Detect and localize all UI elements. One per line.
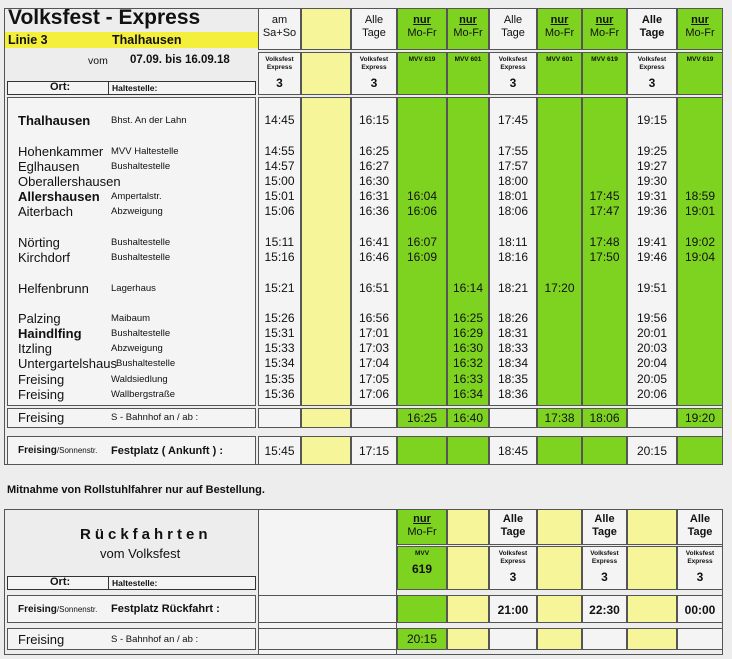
departure-time: 17:06 <box>358 387 390 401</box>
return-service-name: Volksfest Express <box>498 550 528 565</box>
stop-description: Maibaum <box>111 313 151 324</box>
return-header-5 <box>627 509 677 545</box>
departure-time: 17:01 <box>358 326 390 340</box>
return-service-4 <box>582 546 627 590</box>
festplatz-street: /Sonnenstr. <box>56 446 98 455</box>
departure-time: 19:04 <box>684 250 716 264</box>
stop-name: Haindlfing <box>18 326 82 341</box>
departure-time: 16:25 <box>358 144 390 158</box>
return-number: 3 <box>509 570 517 584</box>
departure-time: 14:55 <box>264 144 295 158</box>
departure-time: 18:35 <box>497 372 529 386</box>
column-service-name: MVV 601 <box>546 56 573 63</box>
return-number: 3 <box>696 570 704 584</box>
column-service-6 <box>537 52 582 95</box>
stop-name: Palzing <box>18 311 61 326</box>
festplatz-time: 15:45 <box>264 444 295 458</box>
return-bahnhof-6 <box>677 628 723 650</box>
column-header-7 <box>582 8 627 50</box>
column-days-bottom: Tage <box>501 27 525 39</box>
column-number: 3 <box>370 76 378 90</box>
column-service-name: MVV 601 <box>454 56 482 63</box>
departure-time: 20:05 <box>636 372 668 386</box>
departure-time: 18:34 <box>497 356 529 370</box>
departure-time: 15:31 <box>264 326 295 340</box>
stop-name: Eglhausen <box>18 159 80 174</box>
departure-time: 18:33 <box>497 341 529 355</box>
column-number: 3 <box>648 76 656 90</box>
column-festplatz-1 <box>301 436 351 465</box>
period-prefix: vom <box>88 55 108 67</box>
departure-time: 16:32 <box>452 356 484 370</box>
return-bahnhof-description: S - Bahnhof an / ab : <box>111 634 199 645</box>
line-label: Linie 3 <box>8 33 48 47</box>
return-days-top: Alle <box>689 513 711 525</box>
return-bahnhof-time: 20:15 <box>406 632 438 646</box>
return-service-6 <box>677 546 723 590</box>
return-halt-label: Haltestelle: <box>112 578 158 588</box>
return-service-name: Volksfest Express <box>590 550 619 565</box>
line-town: Thalhausen <box>112 33 182 47</box>
departure-time: 18:26 <box>497 311 529 325</box>
departure-time: 16:33 <box>452 372 484 386</box>
return-service-2 <box>489 546 537 590</box>
return-festplatz-town: Freising <box>18 604 57 615</box>
return-bahnhof-4 <box>582 628 627 650</box>
stop-name: Oberallershausen <box>18 174 121 189</box>
stop-name: Helfenbrunn <box>18 281 89 296</box>
departure-time: 16:51 <box>358 281 390 295</box>
stop-description: Abzweigung <box>111 206 163 217</box>
departure-time: 19:46 <box>636 250 668 264</box>
departure-time: 16:07 <box>406 235 438 249</box>
return-header-2 <box>489 509 537 545</box>
departure-time: 20:04 <box>636 356 668 370</box>
departure-time: 19:15 <box>636 113 668 127</box>
column-header-0 <box>258 8 301 50</box>
column-service-1 <box>301 52 351 95</box>
departure-time: 15:01 <box>264 189 295 203</box>
return-festplatz-name <box>18 604 97 615</box>
festplatz-time: 20:15 <box>636 444 668 458</box>
stop-name: Allershausen <box>18 189 100 204</box>
departure-time: 19:25 <box>636 144 668 158</box>
return-bahnhof-1 <box>447 628 489 650</box>
departure-time: 19:56 <box>636 311 668 325</box>
return-festplatz-5 <box>627 595 677 623</box>
stop-name: Nörting <box>18 235 60 250</box>
return-ort-divider <box>108 576 109 590</box>
column-bahnhof-2 <box>351 408 397 428</box>
period: 07.09. bis 16.09.18 <box>130 54 230 66</box>
column-festplatz-4 <box>447 436 489 465</box>
departure-time: 19:27 <box>636 159 668 173</box>
departure-time: 18:16 <box>497 250 529 264</box>
return-festplatz-time: 00:00 <box>684 603 716 617</box>
column-days-bottom: Mo-Fr <box>544 27 575 39</box>
column-service-7 <box>582 52 627 95</box>
column-bahnhof-1 <box>301 408 351 428</box>
departure-time: 19:51 <box>636 281 668 295</box>
column-service-name: MVV 619 <box>591 56 618 63</box>
festplatz-time: 17:15 <box>358 444 390 458</box>
return-ort-label: Ort: <box>50 576 71 588</box>
bahnhof-name: Freising <box>18 410 65 425</box>
departure-time: 16:29 <box>452 326 484 340</box>
column-service-name: Volksfest Express <box>637 56 667 71</box>
return-header-0 <box>397 509 447 545</box>
stop-description: Bushaltestelle <box>111 252 171 263</box>
departure-time: 16:04 <box>406 189 438 203</box>
departure-time: 16:34 <box>452 387 484 401</box>
return-festplatz-street: /Sonnenstr. <box>56 605 98 614</box>
departure-time: 20:03 <box>636 341 668 355</box>
departure-time: 14:45 <box>264 113 295 127</box>
return-festplatz-1 <box>447 595 489 623</box>
column-festplatz-9 <box>677 436 723 465</box>
departure-time: 16:06 <box>406 204 438 218</box>
column-header-9 <box>677 8 723 50</box>
column-days-top: nur <box>595 14 614 26</box>
column-days-bottom: Tage <box>362 27 386 39</box>
departure-time: 19:31 <box>636 189 668 203</box>
return-days-top: Alle <box>502 513 524 525</box>
stop-name: Kirchdorf <box>18 250 71 265</box>
stop-description: Waldsiedlung <box>111 374 168 385</box>
column-festplatz-6 <box>537 436 582 465</box>
column-service-name: Volksfest Express <box>265 56 294 71</box>
column-service-3 <box>397 52 447 95</box>
page-title: Volksfest - Express <box>8 6 201 29</box>
departure-time: 16:30 <box>452 341 484 355</box>
stop-description: MVV Haltestelle <box>111 146 179 157</box>
departure-time: 17:20 <box>544 281 575 295</box>
return-festplatz-time: 22:30 <box>589 603 620 617</box>
departure-time: 15:06 <box>264 204 295 218</box>
return-days-bottom: Tage <box>687 526 713 538</box>
departure-time: 15:34 <box>264 356 295 370</box>
departure-time: 19:01 <box>684 204 716 218</box>
return-bahnhof-2 <box>489 628 537 650</box>
return-days-bottom: Tage <box>592 526 617 538</box>
column-days-top: am <box>271 14 288 26</box>
return-number: 3 <box>601 570 608 584</box>
departure-time: 17:45 <box>589 189 620 203</box>
column-header-2 <box>351 8 397 50</box>
column-service-name: Volksfest Express <box>359 56 389 71</box>
departure-time: 18:21 <box>497 281 529 295</box>
ort-divider <box>108 81 109 95</box>
stop-description: Bushaltestelle <box>111 328 171 339</box>
bahnhof-time: 17:38 <box>544 411 575 425</box>
stop-description: Bushaltestelle <box>116 358 176 369</box>
return-bahnhof-5 <box>627 628 677 650</box>
bahnhof-time: 19:20 <box>684 411 716 425</box>
return-service-3 <box>537 546 582 590</box>
departure-time: 19:30 <box>636 174 668 188</box>
column-days-top: nur <box>691 14 709 26</box>
departure-time: 15:16 <box>264 250 295 264</box>
departure-time: 18:01 <box>497 189 529 203</box>
bahnhof-time: 16:40 <box>452 411 484 425</box>
departure-time: 20:01 <box>636 326 668 340</box>
departure-time: 16:15 <box>358 113 390 127</box>
stop-name: Freising <box>18 372 65 387</box>
return-service-0 <box>397 546 447 590</box>
return-festplatz-description: Festplatz Rückfahrt : <box>111 603 220 615</box>
column-days-bottom: Mo-Fr <box>453 27 483 39</box>
wheelchair-note: Mitnahme von Rollstuhlfahrer nur auf Bestellung. <box>7 484 265 496</box>
column-service-8 <box>627 52 677 95</box>
stop-description: Wallbergstraße <box>111 389 176 400</box>
column-body-1 <box>301 97 351 406</box>
column-days-bottom: Mo-Fr <box>685 27 715 39</box>
return-festplatz-time: 21:00 <box>497 603 529 617</box>
column-days-top: Alle <box>641 14 663 26</box>
departure-time: 17:55 <box>497 144 529 158</box>
departure-time: 16:25 <box>452 311 484 325</box>
departure-time: 17:05 <box>358 372 390 386</box>
departure-time: 17:47 <box>589 204 620 218</box>
column-days-bottom: Sa+So <box>262 27 297 39</box>
stop-name: Aiterbach <box>18 204 73 219</box>
departure-time: 17:45 <box>497 113 529 127</box>
stop-description: Lagerhaus <box>111 283 156 294</box>
departure-time: 18:00 <box>497 174 529 188</box>
departure-time: 15:21 <box>264 281 295 295</box>
departure-time: 16:31 <box>358 189 390 203</box>
column-days-top: Alle <box>503 14 523 26</box>
column-service-4 <box>447 52 489 95</box>
departure-time: 16:56 <box>358 311 390 325</box>
return-title: Rückfahrten <box>80 526 212 543</box>
return-header-1 <box>447 509 489 545</box>
column-days-top: nur <box>459 14 477 26</box>
departure-time: 17:50 <box>589 250 620 264</box>
column-days-bottom: Mo-Fr <box>589 27 620 39</box>
column-festplatz-7 <box>582 436 627 465</box>
column-header-5 <box>489 8 537 50</box>
departure-time: 19:02 <box>684 235 716 249</box>
return-service-5 <box>627 546 677 590</box>
return-festplatz-0 <box>397 595 447 623</box>
departure-time: 16:09 <box>406 250 438 264</box>
return-days-top: Alle <box>594 513 615 525</box>
column-bahnhof-0 <box>258 408 301 428</box>
return-bahnhof-gap <box>258 628 397 650</box>
departure-time: 15:11 <box>264 235 295 249</box>
departure-time: 19:36 <box>636 204 668 218</box>
return-service-name: MVV <box>414 550 430 557</box>
departure-time: 16:30 <box>358 174 390 188</box>
departure-time: 15:36 <box>264 387 295 401</box>
departure-time: 15:26 <box>264 311 295 325</box>
departure-time: 18:31 <box>497 326 529 340</box>
departure-time: 15:33 <box>264 341 295 355</box>
return-service-1 <box>447 546 489 590</box>
column-service-2 <box>351 52 397 95</box>
column-service-name: MVV 619 <box>686 56 714 63</box>
bahnhof-time: 18:06 <box>589 411 620 425</box>
return-header-3 <box>537 509 582 545</box>
departure-time: 15:35 <box>264 372 295 386</box>
column-number: 3 <box>276 76 283 90</box>
departure-time: 15:00 <box>264 174 295 188</box>
column-header-3 <box>397 8 447 50</box>
return-festplatz-3 <box>537 595 582 623</box>
departure-time: 18:59 <box>684 189 716 203</box>
departure-time: 16:36 <box>358 204 390 218</box>
departure-time: 18:06 <box>497 204 529 218</box>
festplatz-time: 18:45 <box>497 444 529 458</box>
halt-label: Haltestelle: <box>112 83 158 93</box>
stop-description: Abzweigung <box>111 343 163 354</box>
departure-time: 19:41 <box>636 235 668 249</box>
departure-time: 18:36 <box>497 387 529 401</box>
return-header-6 <box>677 509 723 545</box>
stop-description: Bhst. An der Lahn <box>111 115 187 126</box>
departure-time: 18:11 <box>498 235 528 249</box>
stop-name: Freising <box>18 387 65 402</box>
departure-time: 17:03 <box>358 341 390 355</box>
column-days-bottom: Tage <box>639 27 665 39</box>
return-bahnhof-name: Freising <box>18 632 65 647</box>
return-service-name: Volksfest Express <box>685 550 715 565</box>
column-service-name: Volksfest Express <box>498 56 528 71</box>
festplatz-town: Freising <box>18 445 57 456</box>
festplatz-name <box>18 445 97 456</box>
column-header-8 <box>627 8 677 50</box>
stop-name: Untergartelshaus <box>18 356 117 371</box>
column-days-top: Alle <box>364 14 384 26</box>
column-festplatz-3 <box>397 436 447 465</box>
column-number: 3 <box>509 76 517 90</box>
stop-name: Itzling <box>18 341 52 356</box>
departure-time: 17:57 <box>497 159 529 173</box>
return-number: 619 <box>411 562 433 576</box>
column-service-name: MVV 619 <box>408 56 436 63</box>
stop-description: Ampertalstr. <box>111 191 162 202</box>
departure-time: 16:14 <box>452 281 484 295</box>
column-days-bottom: Mo-Fr <box>407 27 437 39</box>
stop-name: Thalhausen <box>18 113 91 128</box>
departure-time: 14:57 <box>264 159 295 173</box>
departure-time: 16:41 <box>358 235 390 249</box>
stop-name: Hohenkammer <box>18 144 104 159</box>
column-days-top: nur <box>550 14 569 26</box>
column-header-6 <box>537 8 582 50</box>
return-bahnhof-3 <box>537 628 582 650</box>
festplatz-description: Festplatz ( Ankunft ) : <box>111 445 224 457</box>
column-body-6 <box>537 97 582 406</box>
column-service-0 <box>258 52 301 95</box>
bahnhof-description: S - Bahnhof an / ab : <box>111 412 199 423</box>
departure-time: 17:04 <box>358 356 390 370</box>
return-header-4 <box>582 509 627 545</box>
departure-time: 17:48 <box>589 235 620 249</box>
column-service-5 <box>489 52 537 95</box>
column-service-9 <box>677 52 723 95</box>
stop-description: Bushaltestelle <box>111 237 171 248</box>
departure-time: 16:46 <box>358 250 390 264</box>
return-days-top: nur <box>413 513 431 525</box>
return-days-bottom: Mo-Fr <box>407 526 437 538</box>
departure-time: 20:06 <box>636 387 668 401</box>
bahnhof-time: 16:25 <box>406 411 438 425</box>
return-days-bottom: Tage <box>500 526 526 538</box>
ort-label: Ort: <box>50 81 71 93</box>
return-subtitle: vom Volksfest <box>100 546 181 561</box>
stop-description: Bushaltestelle <box>111 161 171 172</box>
column-header-1 <box>301 8 351 50</box>
return-festplatz-gap <box>258 595 397 623</box>
column-days-top: nur <box>413 14 431 26</box>
column-bahnhof-5 <box>489 408 537 428</box>
column-bahnhof-8 <box>627 408 677 428</box>
departure-time: 16:27 <box>358 159 390 173</box>
column-header-4 <box>447 8 489 50</box>
